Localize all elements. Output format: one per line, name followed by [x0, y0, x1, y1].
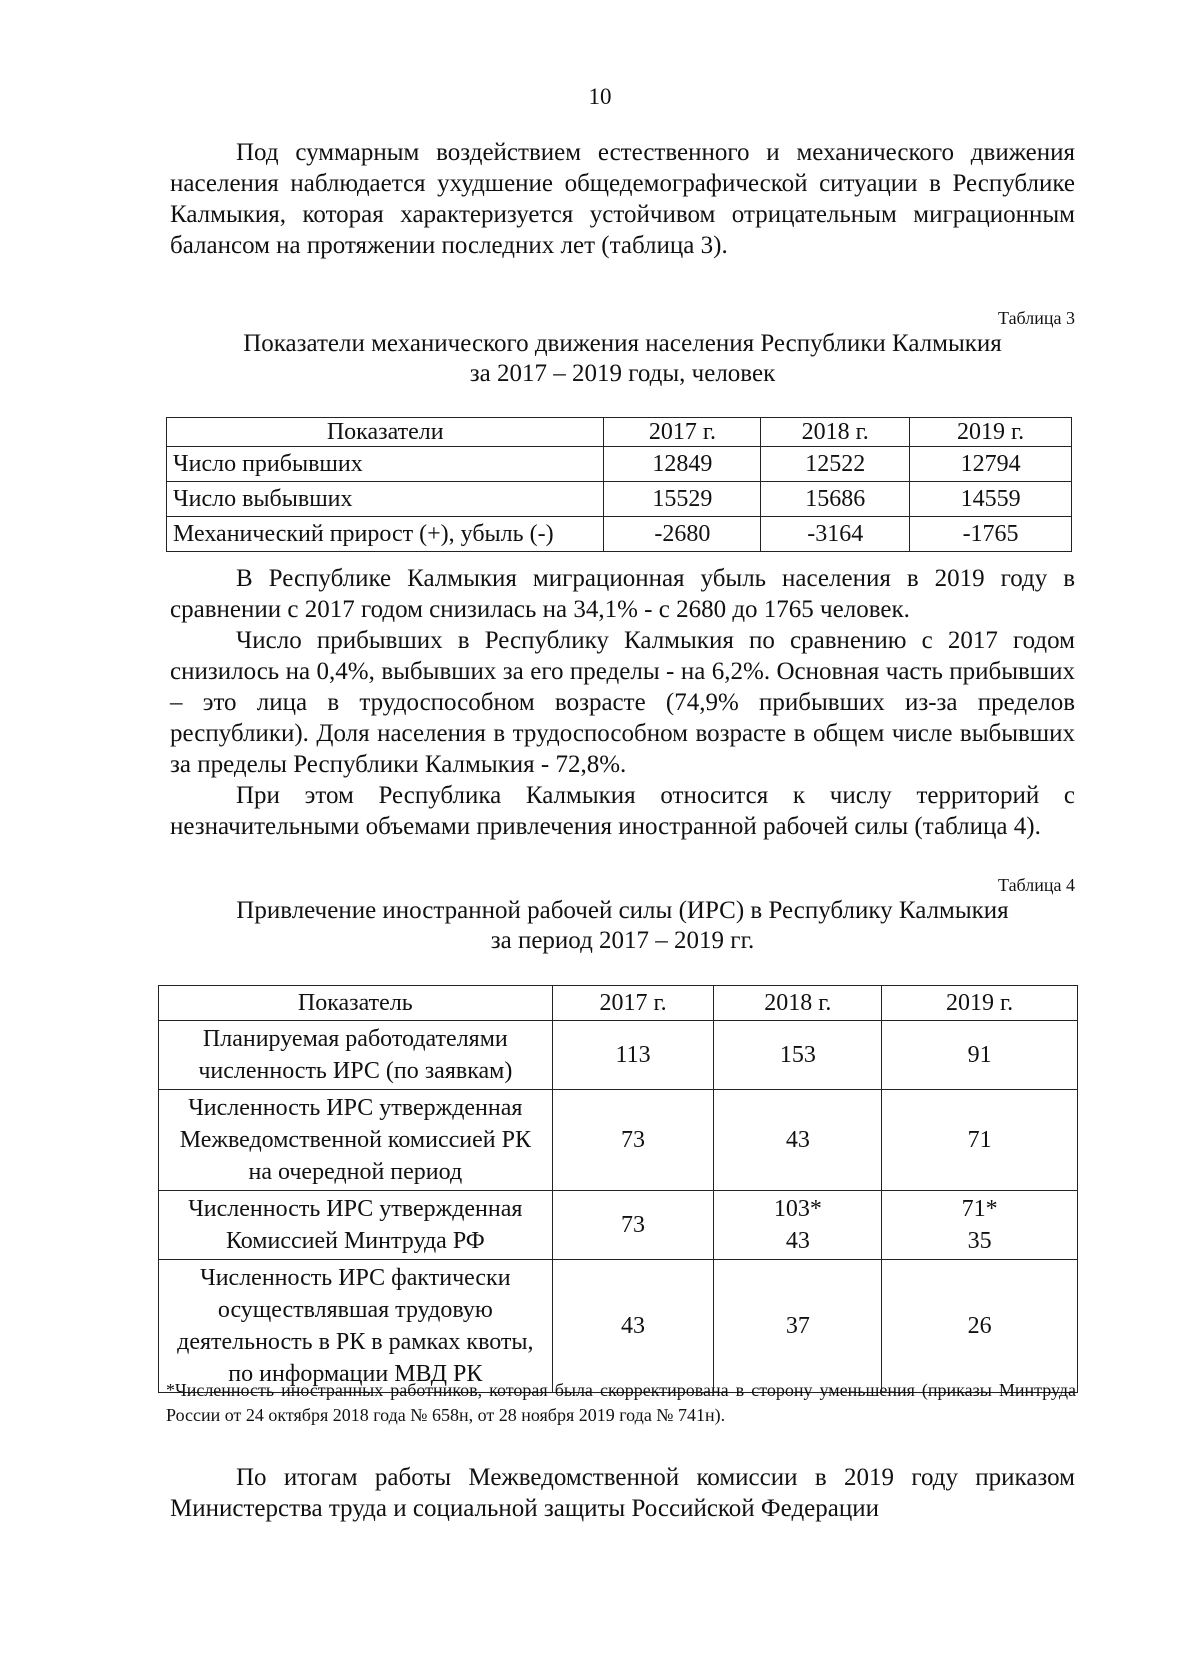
table3-label: Таблица 3 [998, 308, 1075, 328]
closing-paragraph-block [170, 1462, 1075, 1524]
table4-row-label: Численность ИРС утвержденная Межведомственной комиссией РК на очередной период [159, 1090, 553, 1191]
table3-cell: 15686 [761, 482, 910, 517]
table4-cell-stacked [714, 1191, 882, 1260]
table3-cell: 12794 [910, 447, 1072, 482]
body-paragraphs [170, 563, 1075, 842]
table3-header-cell: 2017 г. [604, 418, 761, 447]
table4-header-row [159, 986, 1078, 1021]
table3-row-label: Число выбывших [167, 482, 604, 517]
table4-header-cell: 2017 г. [552, 986, 714, 1021]
table3 [166, 417, 1072, 552]
table4-cell: 73 [552, 1090, 714, 1191]
table4-cell: 37 [714, 1260, 882, 1393]
intro-paragraph-block [170, 137, 1075, 261]
table4-cell: 73 [552, 1191, 714, 1260]
table3-cell: 15529 [604, 482, 761, 517]
paragraph-migration-decline: В Республике Калмыкия миграционная убыль населения в 2019 году в сравнении с 2017 годом снизилась на 34,1% - с 2680 до 1765 человек. [170, 565, 1075, 623]
table-row [159, 1260, 1078, 1393]
table4-cell: 91 [882, 1021, 1078, 1090]
table4-header-cell: Показатель [159, 986, 553, 1021]
table4-cell-line: 43 [785, 1228, 810, 1254]
table4-cell-line: 35 [967, 1228, 992, 1254]
table3-cell: -1765 [910, 517, 1072, 552]
table3-header-cell: 2019 г. [910, 418, 1072, 447]
table4-title-line2: за период 2017 – 2019 гг. [490, 927, 755, 954]
table4-footnote: *Численность иностранных работников, которая была скорректирована в сторону уменьшения (приказы Минтруда России от 24 октября 2018 года № 658н, от 28 ноября 2019 года № 741н). [166, 1380, 1076, 1425]
table-row [159, 1021, 1078, 1090]
table4-header-cell: 2019 г. [882, 986, 1078, 1021]
table3-cell: 14559 [910, 482, 1072, 517]
table4-caption [170, 875, 1075, 956]
table-row [167, 447, 1072, 482]
table4-cell-line: 103* [773, 1196, 822, 1222]
table3-row-label: Число прибывших [167, 447, 604, 482]
table3-header-cell: 2018 г. [761, 418, 910, 447]
table3-cell: -2680 [604, 517, 761, 552]
table3-caption [170, 308, 1075, 389]
table4-cell-line: 71* [961, 1196, 998, 1222]
table-row [159, 1090, 1078, 1191]
intro-paragraph: Под суммарным воздействием естественного и механического движения населения наблюдается ухудшение общедемографической ситуации в Республике Калмыкия, которая характеризуется устойчивом отрицательным миграционным балансом на протяжении последних лет (таблица 3). [170, 139, 1075, 259]
page-number: 10 [588, 84, 612, 109]
table3-header-cell: Показатели [167, 418, 604, 447]
table3-cell: 12522 [761, 447, 910, 482]
table4-cell-stacked [882, 1191, 1078, 1260]
table4 [158, 985, 1078, 1393]
table4-cell: 153 [714, 1021, 882, 1090]
table-row [167, 482, 1072, 517]
table4-cell: 113 [552, 1021, 714, 1090]
closing-paragraph: По итогам работы Межведомственной комиссии в 2019 году приказом Министерства труда и социальной защиты Российской Федерации [170, 1464, 1075, 1522]
table4-row-label: Численность ИРС утвержденная Комиссией Минтруда РФ [159, 1191, 553, 1260]
table3-cell: 12849 [604, 447, 761, 482]
paragraph-arrivals: Число прибывших в Республику Калмыкия по сравнению с 2017 годом снизилось на 0,4%, выбывших за его пределы - на 6,2%. Основная часть прибывших – это лица в трудоспособном возрасте (74,9% прибывших из-за пределов республики). Доля населения в трудоспособном возрасте в общем числе выбывших за пределы Республики Калмыкия - 72,8%. [170, 627, 1075, 778]
table3-cell: -3164 [761, 517, 910, 552]
table4-row-label: Численность ИРС фактически осуществлявшая трудовую деятельность в РК в рамках квоты, по информации МВД РК [159, 1260, 553, 1393]
table-row [167, 517, 1072, 552]
table4-row-label: Планируемая работодателями численность ИРС (по заявкам) [159, 1021, 553, 1090]
table3-title-line2: за 2017 – 2019 годы, человек [469, 360, 776, 387]
table3-row-label: Механический прирост (+), убыль (-) [167, 517, 604, 552]
table-row [159, 1191, 1078, 1260]
footnote-block [166, 1378, 1076, 1428]
paragraph-foreign-labor: При этом Республика Калмыкия относится к числу территорий с незначительными объемами привлечения иностранной рабочей силы (таблица 4). [170, 782, 1075, 840]
table4-cell: 43 [552, 1260, 714, 1393]
table3-header-row [167, 418, 1072, 447]
table4-cell: 71 [882, 1090, 1078, 1191]
table4-cell: 43 [714, 1090, 882, 1191]
table4-title-line1: Привлечение иностранной рабочей силы (ИРС) в Республику Калмыкия [236, 897, 1009, 924]
table3-title-line1: Показатели механического движения населения Республики Калмыкия [243, 330, 1002, 357]
table4-header-cell: 2018 г. [714, 986, 882, 1021]
table4-cell: 26 [882, 1260, 1078, 1393]
table4-label: Таблица 4 [998, 875, 1075, 895]
